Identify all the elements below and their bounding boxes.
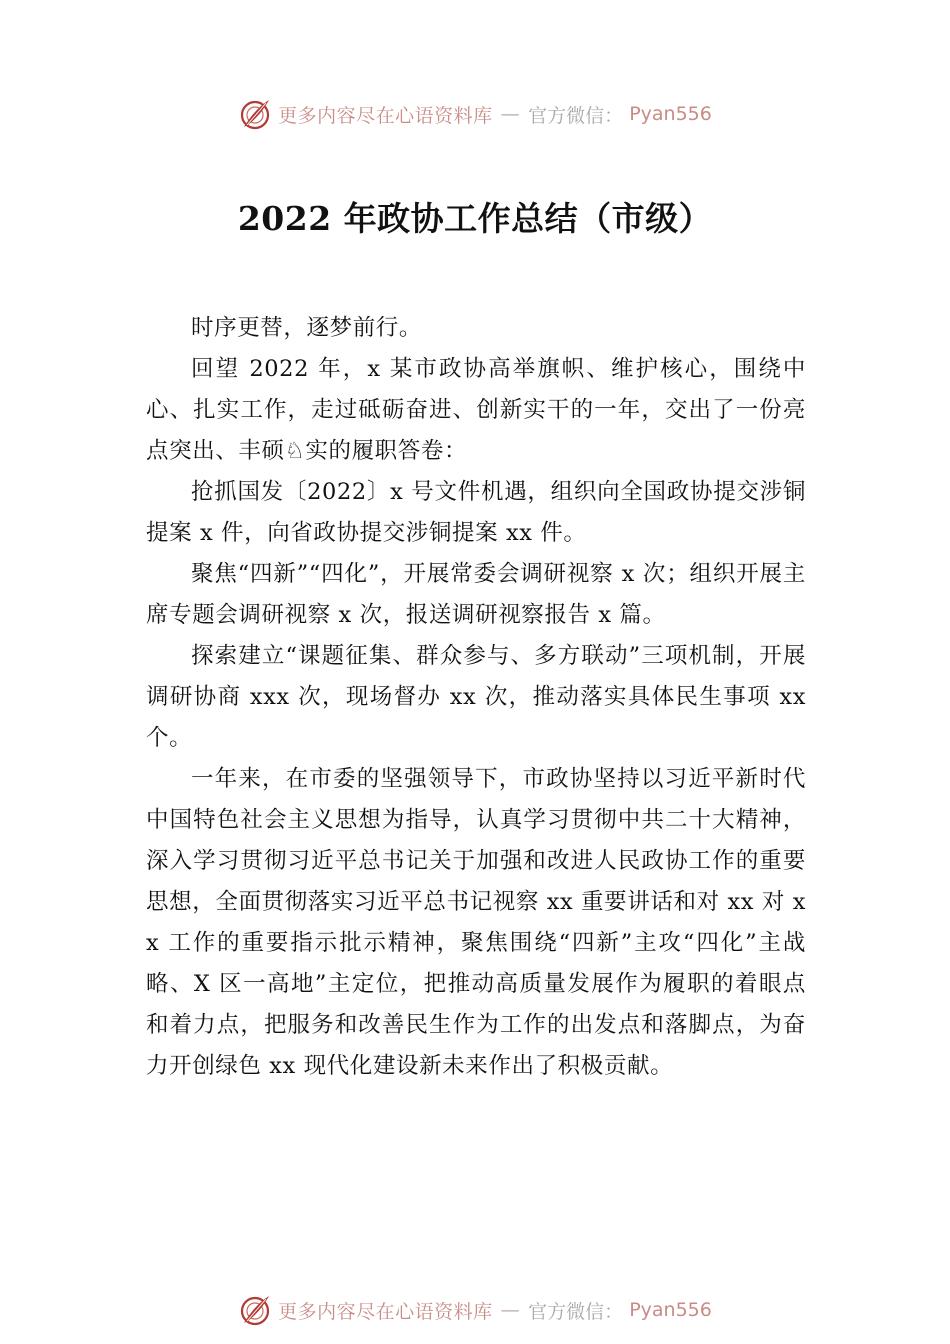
paragraph: 一年来，在市委的坚强领导下，市政协坚持以习近平新时代中国特色社会主义思想为指导，认真学习贯彻中共二十大精神，深入学习贯彻习近平总书记关于加强和改进人民政协工作的重要思想，全面贯彻落实习近平总书记视察 xx 重要讲话和对 xx 对 xx 工作的重要指示批示精神，聚焦围绕“四新”主攻“四化”主战略、X 区一高地”主定位，把推动高质量发展作为履职的着眼点和着力点，把服务和改善民生作为工作的出发点和落脚点，为奋力开创绿色 xx 现代化建设新未来作出了积极贡献。 <box>146 766 806 1079</box>
watermark-separator: — <box>500 1299 521 1321</box>
watermark-official-label: 官方微信： <box>528 104 624 127</box>
document-body <box>146 308 806 1087</box>
watermark-main-text: 更多内容尽在心语资料库 <box>278 1300 493 1323</box>
paragraph: 时序更替，逐梦前行。 <box>191 315 423 341</box>
watermark-wechat-id: Pyan556 <box>629 1299 712 1321</box>
paragraph: 抢抓国发〔2022〕x 号文件机遇，组织向全国政协提交涉铜提案 x 件，向省政协提交涉铜提案 xx 件。 <box>146 479 806 546</box>
paragraph: 探索建立“课题征集、群众参与、多方联动”三项机制，开展调研协商 xxx 次，现场督办 xx 次，推动落实具体民生事项 xx 个。 <box>146 643 806 751</box>
quill-logo-icon <box>238 1293 272 1327</box>
header-watermark <box>0 94 950 134</box>
document-title: 2022 年政协工作总结（市级） <box>237 199 713 238</box>
quill-logo-icon <box>238 97 272 131</box>
paragraph: 聚焦“四新”“四化”，开展常委会调研视察 x 次；组织开展主席专题会调研视察 x 次，报送调研视察报告 x 篇。 <box>146 561 806 628</box>
watermark-official-label: 官方微信： <box>528 1300 624 1323</box>
watermark-main-text: 更多内容尽在心语资料库 <box>278 104 493 127</box>
watermark-separator: — <box>500 103 521 125</box>
paragraph: 回望 2022 年，x 某市政协高举旗帜、维护核心，围绕中心、扎实工作，走过砥砺奋进、创新实干的一年，交出了一份亮点突出、丰硕♘实的履职答卷： <box>146 356 806 464</box>
watermark-wechat-id: Pyan556 <box>629 103 712 125</box>
footer-watermark <box>0 1290 950 1330</box>
